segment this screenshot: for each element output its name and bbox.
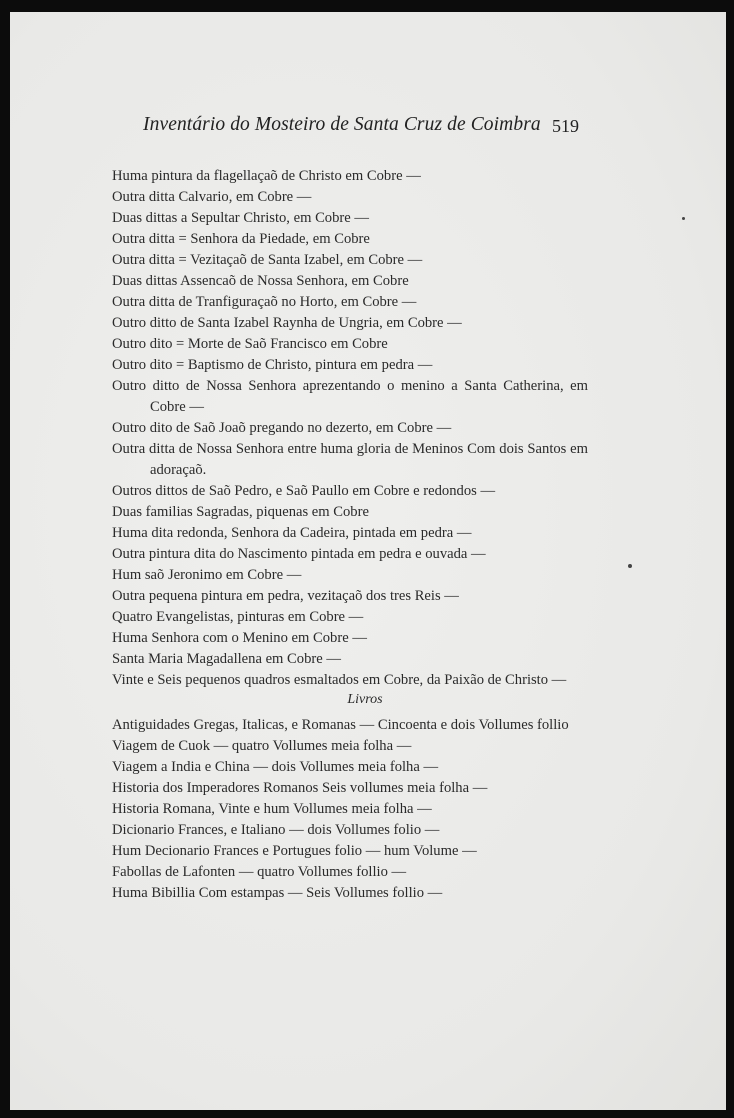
list-item: Antiguidades Gregas, Italicas, e Romanas — Cincoenta e dois Vollumes follio: [112, 717, 569, 733]
page-number: 519: [552, 116, 579, 136]
list-item: Outra ditta de Nossa Senhora entre huma gloria de Meninos Com dois Santos em adoraçaõ.: [112, 441, 588, 478]
list-item: Dicionario Frances, e Italiano — dois Vollumes folio —: [112, 822, 440, 838]
list-item: Huma dita redonda, Senhora da Cadeira, pintada em pedra —: [112, 525, 472, 541]
list-item: Outra pintura dita do Nascimento pintada em pedra e ouvada —: [112, 546, 486, 562]
list-item: Outro dito = Morte de Saõ Francisco em Cobre: [112, 336, 388, 352]
list-item: Outro dito = Baptismo de Christo, pintura em pedra —: [112, 357, 433, 373]
list-item: Outro dito de Saõ Joaõ pregando no dezerto, em Cobre —: [112, 420, 452, 436]
list-item: Historia Romana, Vinte e hum Vollumes meia folha —: [112, 801, 432, 817]
list-item: Outros dittos de Saõ Pedro, e Saõ Paullo em Cobre e redondos —: [112, 483, 496, 499]
list-item: Santa Maria Magadallena em Cobre —: [112, 651, 341, 667]
list-item: Huma Senhora com o Menino em Cobre —: [112, 630, 367, 646]
list-item: Huma pintura da flagellaçaõ de Christo em Cobre —: [112, 168, 421, 184]
list-item: Viagem a India e China — dois Vollumes meia folha —: [112, 759, 439, 775]
scan-speck-mark: [682, 217, 685, 220]
running-header: [135, 108, 585, 148]
list-item: Outra ditta Calvario, em Cobre —: [112, 189, 312, 205]
list-item: Historia dos Imperadores Romanos Seis vollumes meia folha —: [112, 780, 488, 796]
list-item: Hum Decionario Frances e Portugues folio — hum Volume —: [112, 843, 477, 859]
list-item: Outra ditta de Tranfiguraçaõ no Horto, em Cobre —: [112, 294, 417, 310]
list-item: Viagem de Cuok — quatro Vollumes meia folha —: [112, 738, 412, 754]
list-item: Duas familias Sagradas, piquenas em Cobre: [112, 504, 369, 520]
inventory-list: [112, 166, 588, 904]
running-header-title: Inventário do Mosteiro de Santa Cruz de Coimbra: [143, 114, 541, 135]
list-item: Outra ditta = Senhora da Piedade, em Cobre: [112, 231, 370, 247]
list-item: Quatro Evangelistas, pinturas em Cobre —: [112, 609, 364, 625]
list-item: Outro ditto de Nossa Senhora aprezentando o menino a Santa Catherina, em Cobre —: [112, 378, 588, 415]
section-heading-livros: Livros: [347, 692, 383, 707]
page-sheet: [10, 12, 726, 1110]
list-item: Outro ditto de Santa Izabel Raynha de Ungria, em Cobre —: [112, 315, 462, 331]
list-item: Outra ditta = Vezitaçaõ de Santa Izabel, em Cobre —: [112, 252, 423, 268]
list-item: Vinte e Seis pequenos quadros esmaltados em Cobre, da Paixão de Christo —: [112, 672, 567, 688]
list-item: Huma Bibillia Com estampas — Seis Vollumes follio —: [112, 885, 443, 901]
list-item: Hum saõ Jeronimo em Cobre —: [112, 567, 302, 583]
list-item: Fabollas de Lafonten — quatro Vollumes follio —: [112, 864, 407, 880]
list-item: Duas dittas a Sepultar Christo, em Cobre —: [112, 210, 369, 226]
list-item: Duas dittas Assencaõ de Nossa Senhora, em Cobre: [112, 273, 409, 289]
list-item: Outra pequena pintura em pedra, vezitaçaõ dos tres Reis —: [112, 588, 459, 604]
scan-speck-mark: [628, 564, 632, 568]
